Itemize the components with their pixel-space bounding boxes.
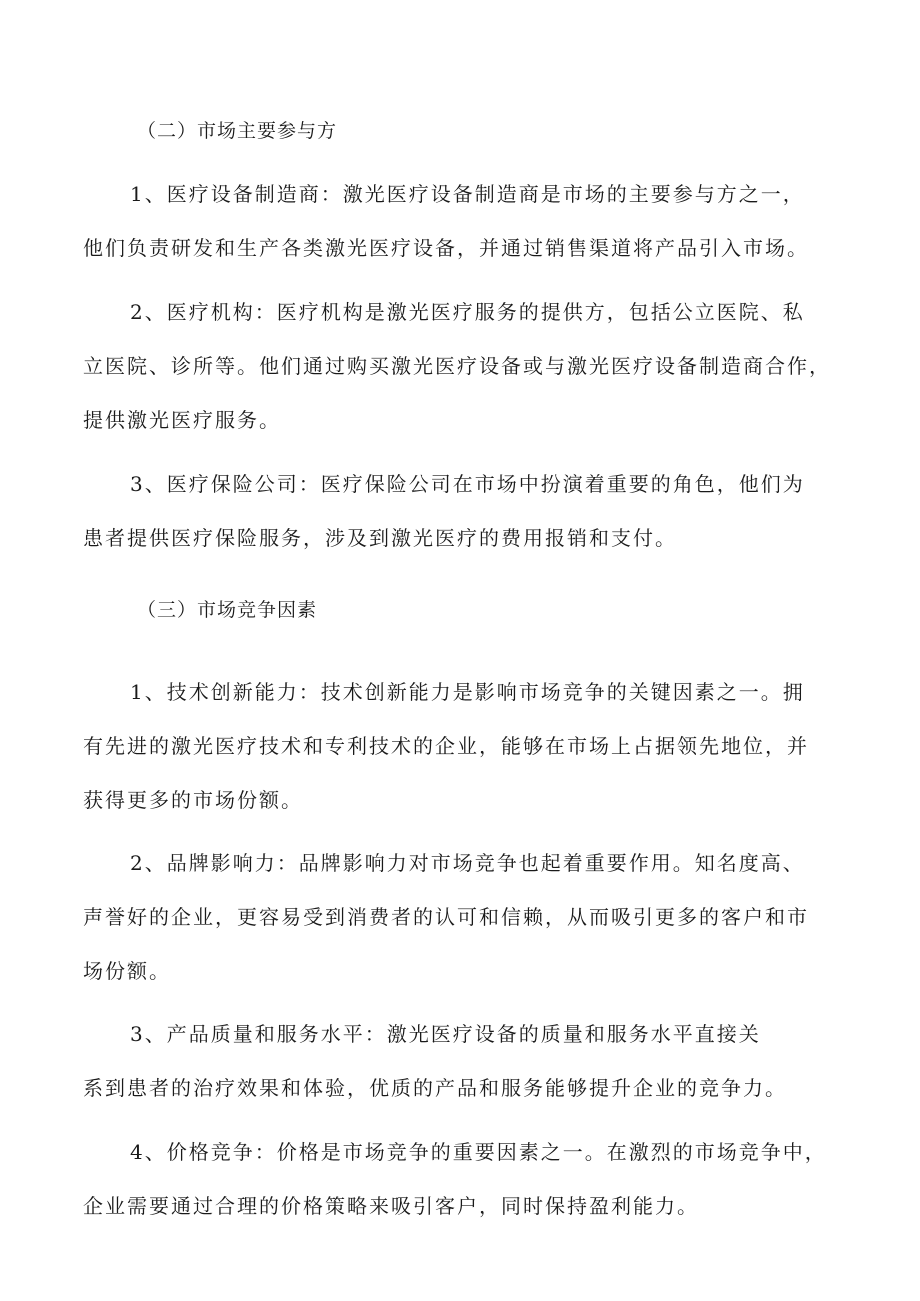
paragraph-line: 2、品牌影响力：品牌影响力对市场竞争也起着重要作用。知名度高、 [130,851,805,875]
paragraph-line: 有先进的激光医疗技术和专利技术的企业，能够在市场上占据领先地位，并 [83,734,809,758]
paragraph-line: 4、价格竞争：价格是市场竞争的重要因素之一。在激烈的市场竞争中， [130,1140,827,1164]
paragraph-line: 1、医疗设备制造商：激光医疗设备制造商是市场的主要参与方之一， [130,182,805,206]
paragraph-line: 患者提供医疗保险服务，涉及到激光医疗的费用报销和支付。 [83,526,677,550]
paragraph-line: 提供激光医疗服务。 [83,408,281,432]
section-heading: （三）市场竞争因素 [137,599,318,621]
paragraph-line: 企业需要通过合理的价格策略来吸引客户，同时保持盈利能力。 [83,1194,699,1218]
paragraph-line: 声誉好的企业，更容易受到消费者的认可和信赖，从而吸引更多的客户和市 [83,905,809,929]
paragraph-line: 立医院、诊所等。他们通过购买激光医疗设备或与激光医疗设备制造商合作， [83,354,831,378]
paragraph-line: 1、技术创新能力：技术创新能力是影响市场竞争的关键因素之一。拥 [130,680,805,704]
paragraph-line: 系到患者的治疗效果和体验，优质的产品和服务能够提升企业的竞争力。 [83,1076,787,1100]
paragraph-line: 获得更多的市场份额。 [83,788,303,812]
paragraph-line: 他们负责研发和生产各类激光医疗设备，并通过销售渠道将产品引入市场。 [83,236,809,260]
paragraph-line: 3、医疗保险公司：医疗保险公司在市场中扮演着重要的角色，他们为 [130,472,805,496]
paragraph-line: 场份额。 [83,959,171,983]
paragraph-line: 2、医疗机构：医疗机构是激光医疗服务的提供方，包括公立医院、私 [130,300,805,324]
section-heading: （二）市场主要参与方 [137,120,338,142]
paragraph-line: 3、产品质量和服务水平：激光医疗设备的质量和服务水平直接关 [130,1022,761,1046]
